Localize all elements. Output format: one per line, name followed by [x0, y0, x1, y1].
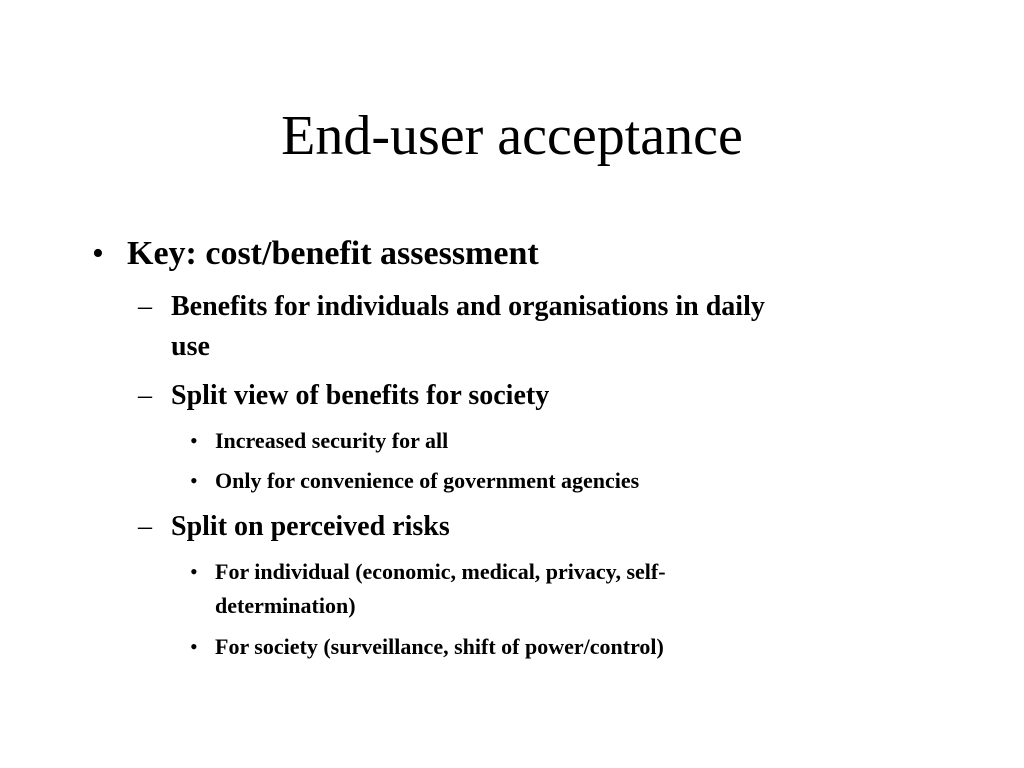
sub-sub-bullet-individual-line1: For individual (economic, medical, privacy, self- [215, 559, 666, 584]
sub-sub-bullet-society: For society (surveillance, shift of power/control) [215, 634, 664, 659]
dash-marker-split-view: – [138, 380, 152, 411]
sub-bullet-split-view: Split view of benefits for society [171, 380, 550, 411]
sub-sub-bullet-convenience: Only for convenience of government agencies [215, 468, 640, 493]
bullet-marker-level3: • [190, 428, 198, 453]
dash-marker-benefits: – [138, 291, 152, 322]
sub-bullet-split-risks: Split on perceived risks [171, 511, 450, 542]
sub-sub-bullet-increased-security: Increased security for all [215, 428, 449, 453]
bullet-marker-level1: • [92, 235, 104, 272]
sub-sub-bullet-individual-line2: determination) [215, 593, 356, 618]
sub-bullet-benefits-line1: Benefits for individuals and organisations in daily [171, 291, 765, 322]
bullet-key-cost-benefit: Key: cost/benefit assessment [127, 235, 539, 272]
slide-title: End-user acceptance [281, 105, 743, 167]
bullet-marker-level3: • [190, 468, 198, 493]
sub-bullet-benefits-line2: use [171, 331, 210, 362]
bullet-marker-level3: • [190, 634, 198, 659]
dash-marker-split-risks: – [138, 511, 152, 542]
bullet-marker-level3: • [190, 559, 198, 584]
